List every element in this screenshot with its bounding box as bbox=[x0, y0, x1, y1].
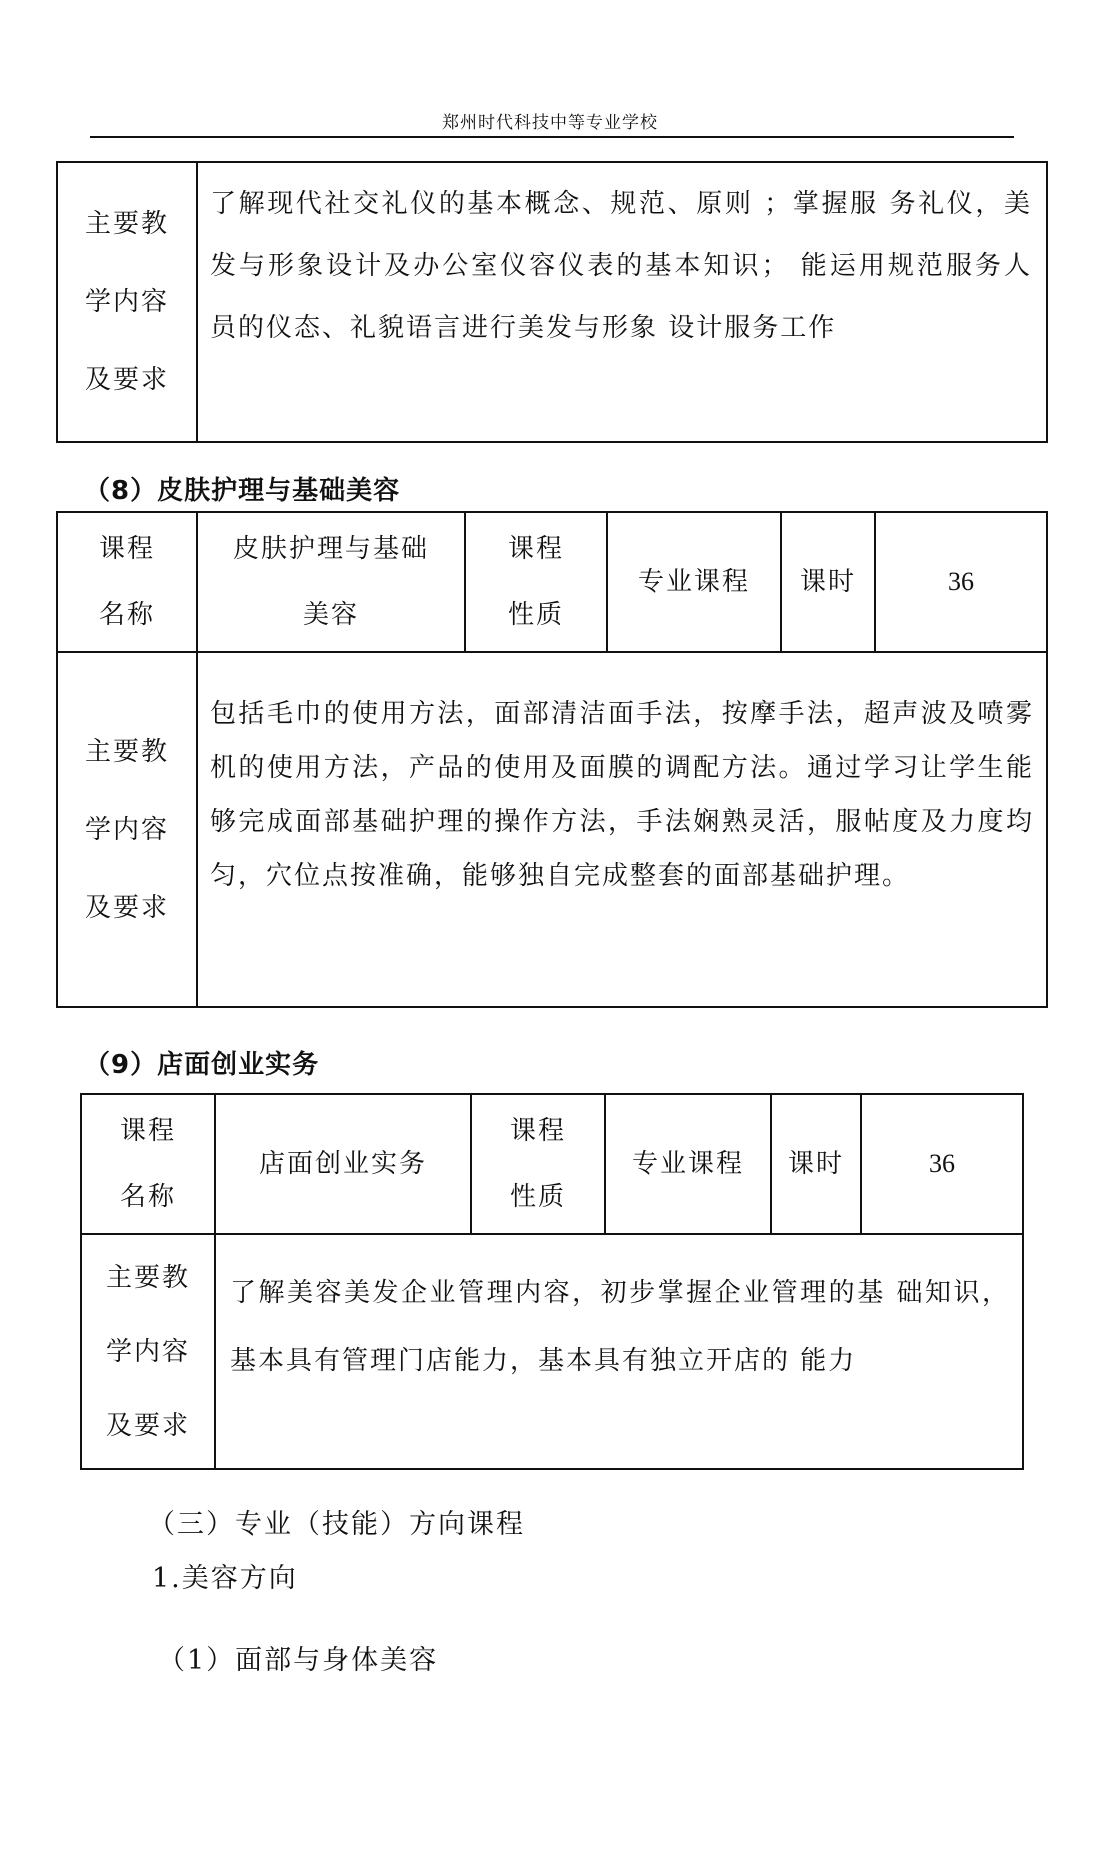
header-rule bbox=[90, 136, 1014, 138]
requirements-content bbox=[215, 1234, 1023, 1469]
course-hours-value: 36 bbox=[861, 1094, 1023, 1234]
requirements-text: 包括毛巾的使用方法，面部清洁面手法，按摩手法，超声波及喷雾机的使用方法，产品的使用及面膜的调配方法。通过学习让学生能够完成面部基础护理的操作方法，手法娴熟灵活，服帖度及力度均匀，穴位点按准确，能够独自完成整套的面部基础护理。 bbox=[210, 699, 1034, 891]
course-hours-label: 课时 bbox=[771, 1094, 861, 1234]
course-name-value-text: 皮肤护理与基础美容 bbox=[232, 534, 429, 630]
course-nature-value: 专业课程 bbox=[607, 512, 781, 652]
course-table-8 bbox=[56, 511, 1048, 1008]
course-nature-label-text: 课程性质 bbox=[509, 1116, 566, 1212]
requirements-label-text: 主要教学内容及要求 bbox=[105, 1262, 190, 1441]
section-9-heading: （9）店面创业实务 bbox=[84, 1050, 320, 1080]
requirements-label-text: 主要教学内容及要求 bbox=[84, 736, 169, 923]
course-table-9 bbox=[80, 1093, 1024, 1470]
course-nature-label bbox=[471, 1094, 605, 1234]
course-name-label-text: 课程名称 bbox=[98, 534, 155, 630]
requirements-content bbox=[197, 162, 1047, 442]
course-name-value bbox=[197, 512, 465, 652]
course-name-label bbox=[81, 1094, 215, 1234]
course-item-heading: （1）面部与身体美容 bbox=[158, 1645, 439, 1676]
requirements-text: 了解现代社交礼仪的基本概念、规范、原则 ；掌握服 务礼仪，美发与形象设计及办公室仪容仪表的基本知识； 能运用规范服务人员的仪态、礼貌语言进行美发与形象 设计服务工作 bbox=[210, 189, 1032, 343]
course-hours-label: 课时 bbox=[781, 512, 875, 652]
course-nature-label-text: 课程性质 bbox=[507, 534, 564, 630]
requirements-label bbox=[57, 652, 197, 1007]
requirements-text: 了解美容美发企业管理内容，初步掌握企业管理的基 础知识，基本具有管理门店能力，基本具有独立开店的 能力 bbox=[230, 1278, 1010, 1376]
course-nature-value: 专业课程 bbox=[605, 1094, 771, 1234]
course-hours-value: 36 bbox=[875, 512, 1047, 652]
requirements-label bbox=[57, 162, 197, 442]
course-name-label-text: 课程名称 bbox=[119, 1116, 176, 1212]
table-prev-course bbox=[56, 161, 1048, 443]
school-name: 郑州时代科技中等专业学校 bbox=[442, 113, 658, 133]
course-name-value: 店面创业实务 bbox=[215, 1094, 471, 1234]
subsection-heading: （三）专业（技能）方向课程 bbox=[148, 1509, 525, 1540]
section-8-heading: （8）皮肤护理与基础美容 bbox=[84, 476, 401, 506]
course-name-label bbox=[57, 512, 197, 652]
course-nature-label bbox=[465, 512, 607, 652]
requirements-content bbox=[197, 652, 1047, 1007]
direction-heading: 1.美容方向 bbox=[152, 1563, 298, 1594]
requirements-label bbox=[81, 1234, 215, 1469]
requirements-label-text: 主要教学内容及要求 bbox=[84, 209, 169, 395]
